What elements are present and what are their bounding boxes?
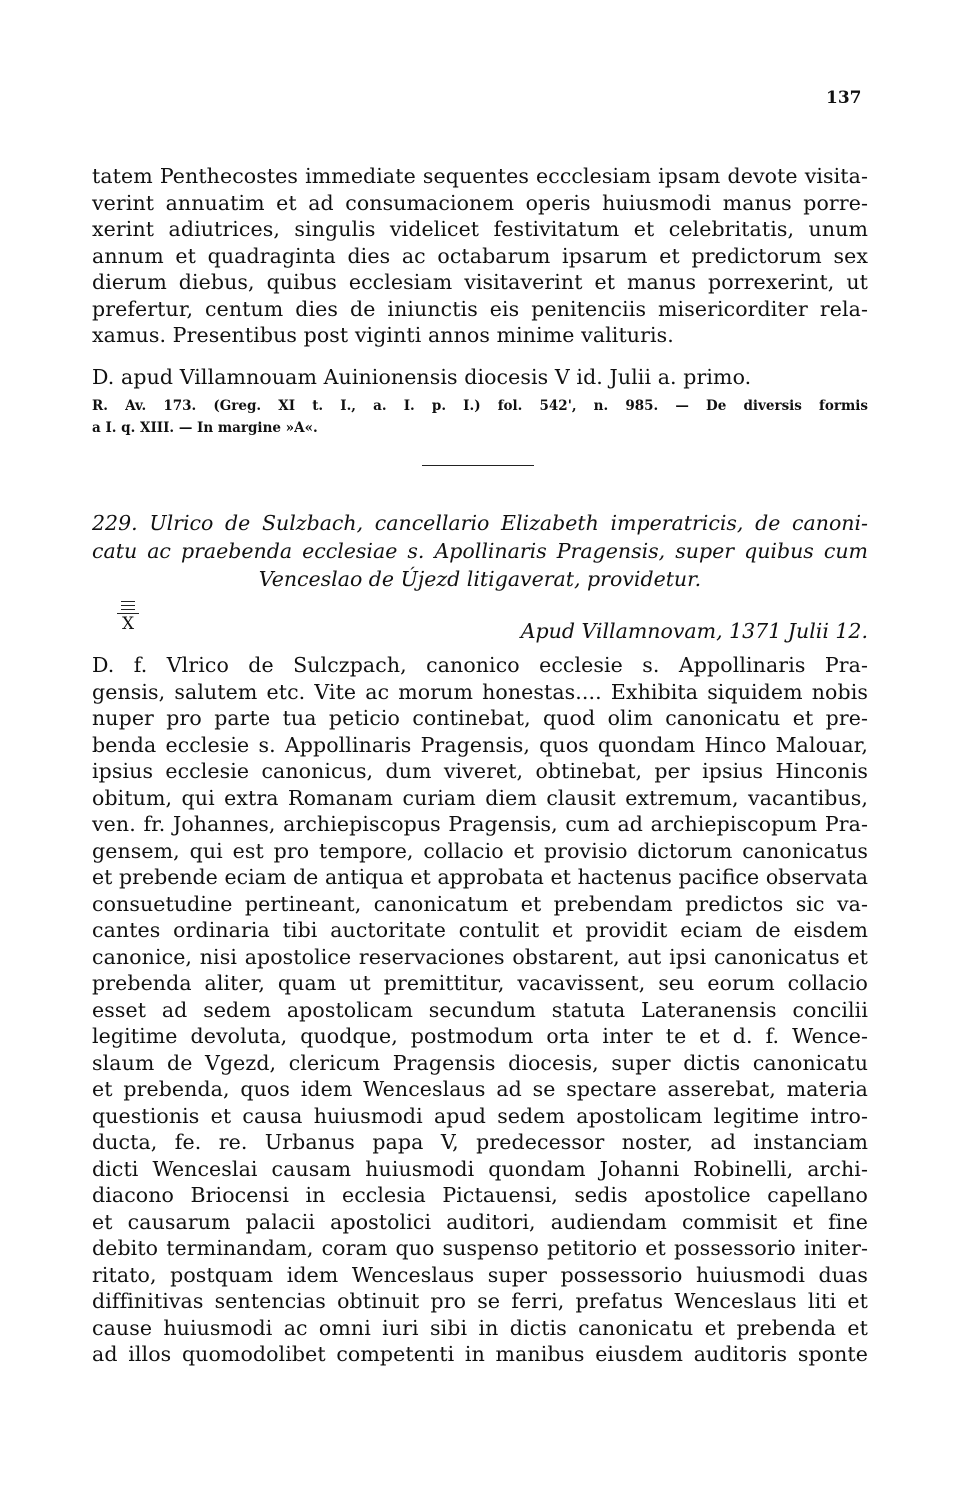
text-line: tatem Penthecostes immediate sequentes eccclesiam ipsam devote visita- (92, 164, 868, 188)
text-line: debito terminandam, coram quo suspenso petitorio et possessorio initer- (92, 1236, 868, 1260)
paragraph-continuation (92, 163, 868, 349)
text-line: ritato, postquam idem Wenceslaus super possessorio huiusmodi duas (92, 1262, 868, 1287)
text-line: gensis, salutem etc. Vite ac morum honestas.... Exhibita siquidem nobis (92, 679, 868, 704)
text-line: cantes ordinaria tibi auctoritate contulit et providit eciam de eisdem (92, 918, 868, 942)
text-line: dierum diebus, quibus ecclesiam visitaverint et manus porrexerint, ut (92, 270, 868, 294)
text-line: obitum, qui extra Romanam curiam diem clausit extremum, vacantibus, (92, 785, 868, 810)
text-line: diacono Briocensi in ecclesia Pictauensi, sedis apostolice capellano (92, 1183, 868, 1207)
text-line: xerint adiutrices, singulis videlicet festivitatum et celebritatis, unum (92, 217, 868, 241)
heading-line: Venceslao de Újezd litigaverat, providetur. (258, 567, 702, 591)
text-line: annum et quadraginta dies ac octabarum ipsarum et predictorum sex (92, 243, 868, 268)
text-line: benda ecclesie s. Appollinaris Pragensis, quos quondam Hinco Malouar, (92, 732, 868, 757)
page-number: 137 (826, 88, 862, 108)
text-line: verint annuatim et ad consumacionem operis huiusmodi manus porre- (92, 190, 868, 215)
text-line: canonice, nisi apostolice reservaciones obstarent, aut ipsi canonicatus et (92, 944, 868, 969)
text-line: et prebenda, quos idem Wenceslaus ad se spectare asserebat, materia (92, 1077, 868, 1101)
text-line: consuetudine pertineant, canonicatum et prebendam predictos sic va- (92, 891, 868, 916)
text-line: esset ad sedem apostolicam secundum statuta Lateranensis concilii (92, 997, 868, 1022)
text-line: gensem, qui est pro tempore, collacio et provisio dictorum canonicatus (92, 838, 868, 863)
heading-line (92, 509, 868, 537)
text-line: diffinitivas sentencias obtinuit pro se ferri, prefatus Wenceslaus liti et (92, 1289, 868, 1313)
dating-line: D. apud Villamnouam Auinionensis diocesis V id. Julii a. primo. (92, 365, 752, 389)
apparatus-line: R. Av. 173. (Greg. XI t. I., a. I. p. I.) fol. 542', n. 985. — De diversis formis (92, 398, 868, 414)
document-body (92, 652, 868, 1368)
text-line: questionis et causa huiusmodi apud sedem apostolicam legitime intro- (92, 1103, 868, 1128)
text-line: ven. fr. Johannes, archiepiscopus Pragensis, cum ad archiepiscopum Pra- (92, 812, 868, 836)
document-number: 229. (92, 511, 138, 535)
heading-text: Ulrico de Sulzbach, cancellario Elizabeth imperatricis, de canoni- (149, 511, 868, 535)
section-divider (422, 465, 534, 466)
place-date: Apud Villamnovam, 1371 Julii 12. (520, 619, 868, 643)
text-line: prefertur, centum dies de iniunctis eis penitenciis misericorditer rela- (92, 296, 868, 321)
document-heading (92, 509, 868, 593)
source-apparatus (92, 395, 868, 439)
text-line: nuper pro parte tua peticio continebat, quod olim canonicatu et pre- (92, 706, 868, 730)
text-line: D. f. Vlrico de Sulczpach, canonico ecclesie s. Appollinaris Pra- (92, 653, 868, 677)
text-line: ad illos quomodolibet competenti in manibus eiusdem auditoris sponte (92, 1342, 868, 1366)
text-line: prebenda aliter, quam ut premittitur, vacavissent, seu eorum collacio (92, 971, 868, 995)
text-line: ipsius ecclesie canonicus, dum viveret, obtinebat, per ipsius Hinconis (92, 759, 868, 783)
heading-line: catu ac praebenda ecclesiae s. Apollinaris Pragensis, super quibus cum (92, 539, 868, 563)
text-line: et causarum palacii apostolici auditori, audiendam commisit et fine (92, 1209, 868, 1234)
text-line: dicti Wenceslai causam huiusmodi quondam Johanni Robinelli, archi- (92, 1156, 868, 1181)
triple-bar-icon (121, 601, 135, 610)
text-line: et prebende eciam de antiqua et approbata et hactenus pacifice observata (92, 865, 868, 889)
dating-clause (92, 364, 868, 391)
apparatus-line: a I. q. XIII. — In margine »A«. (92, 420, 318, 436)
text-line: slaum de Vgezd, clericum Pragensis diocesis, super dictis canonicatu (92, 1050, 868, 1075)
text-line: cause huiusmodi ac omni iuri sibi in dictis canonicatu et prebenda et (92, 1315, 868, 1340)
text-line: xamus. Presentibus post viginti annos minime valituris. (92, 323, 674, 347)
text-line: legitime devoluta, quodque, postmodum orta inter te et d. f. Wence- (92, 1024, 868, 1048)
original-document-mark (113, 601, 143, 633)
text-line: ducta, fe. re. Urbanus papa V, predecessor noster, ad instanciam (92, 1130, 868, 1154)
mark-letter: X (121, 614, 135, 634)
